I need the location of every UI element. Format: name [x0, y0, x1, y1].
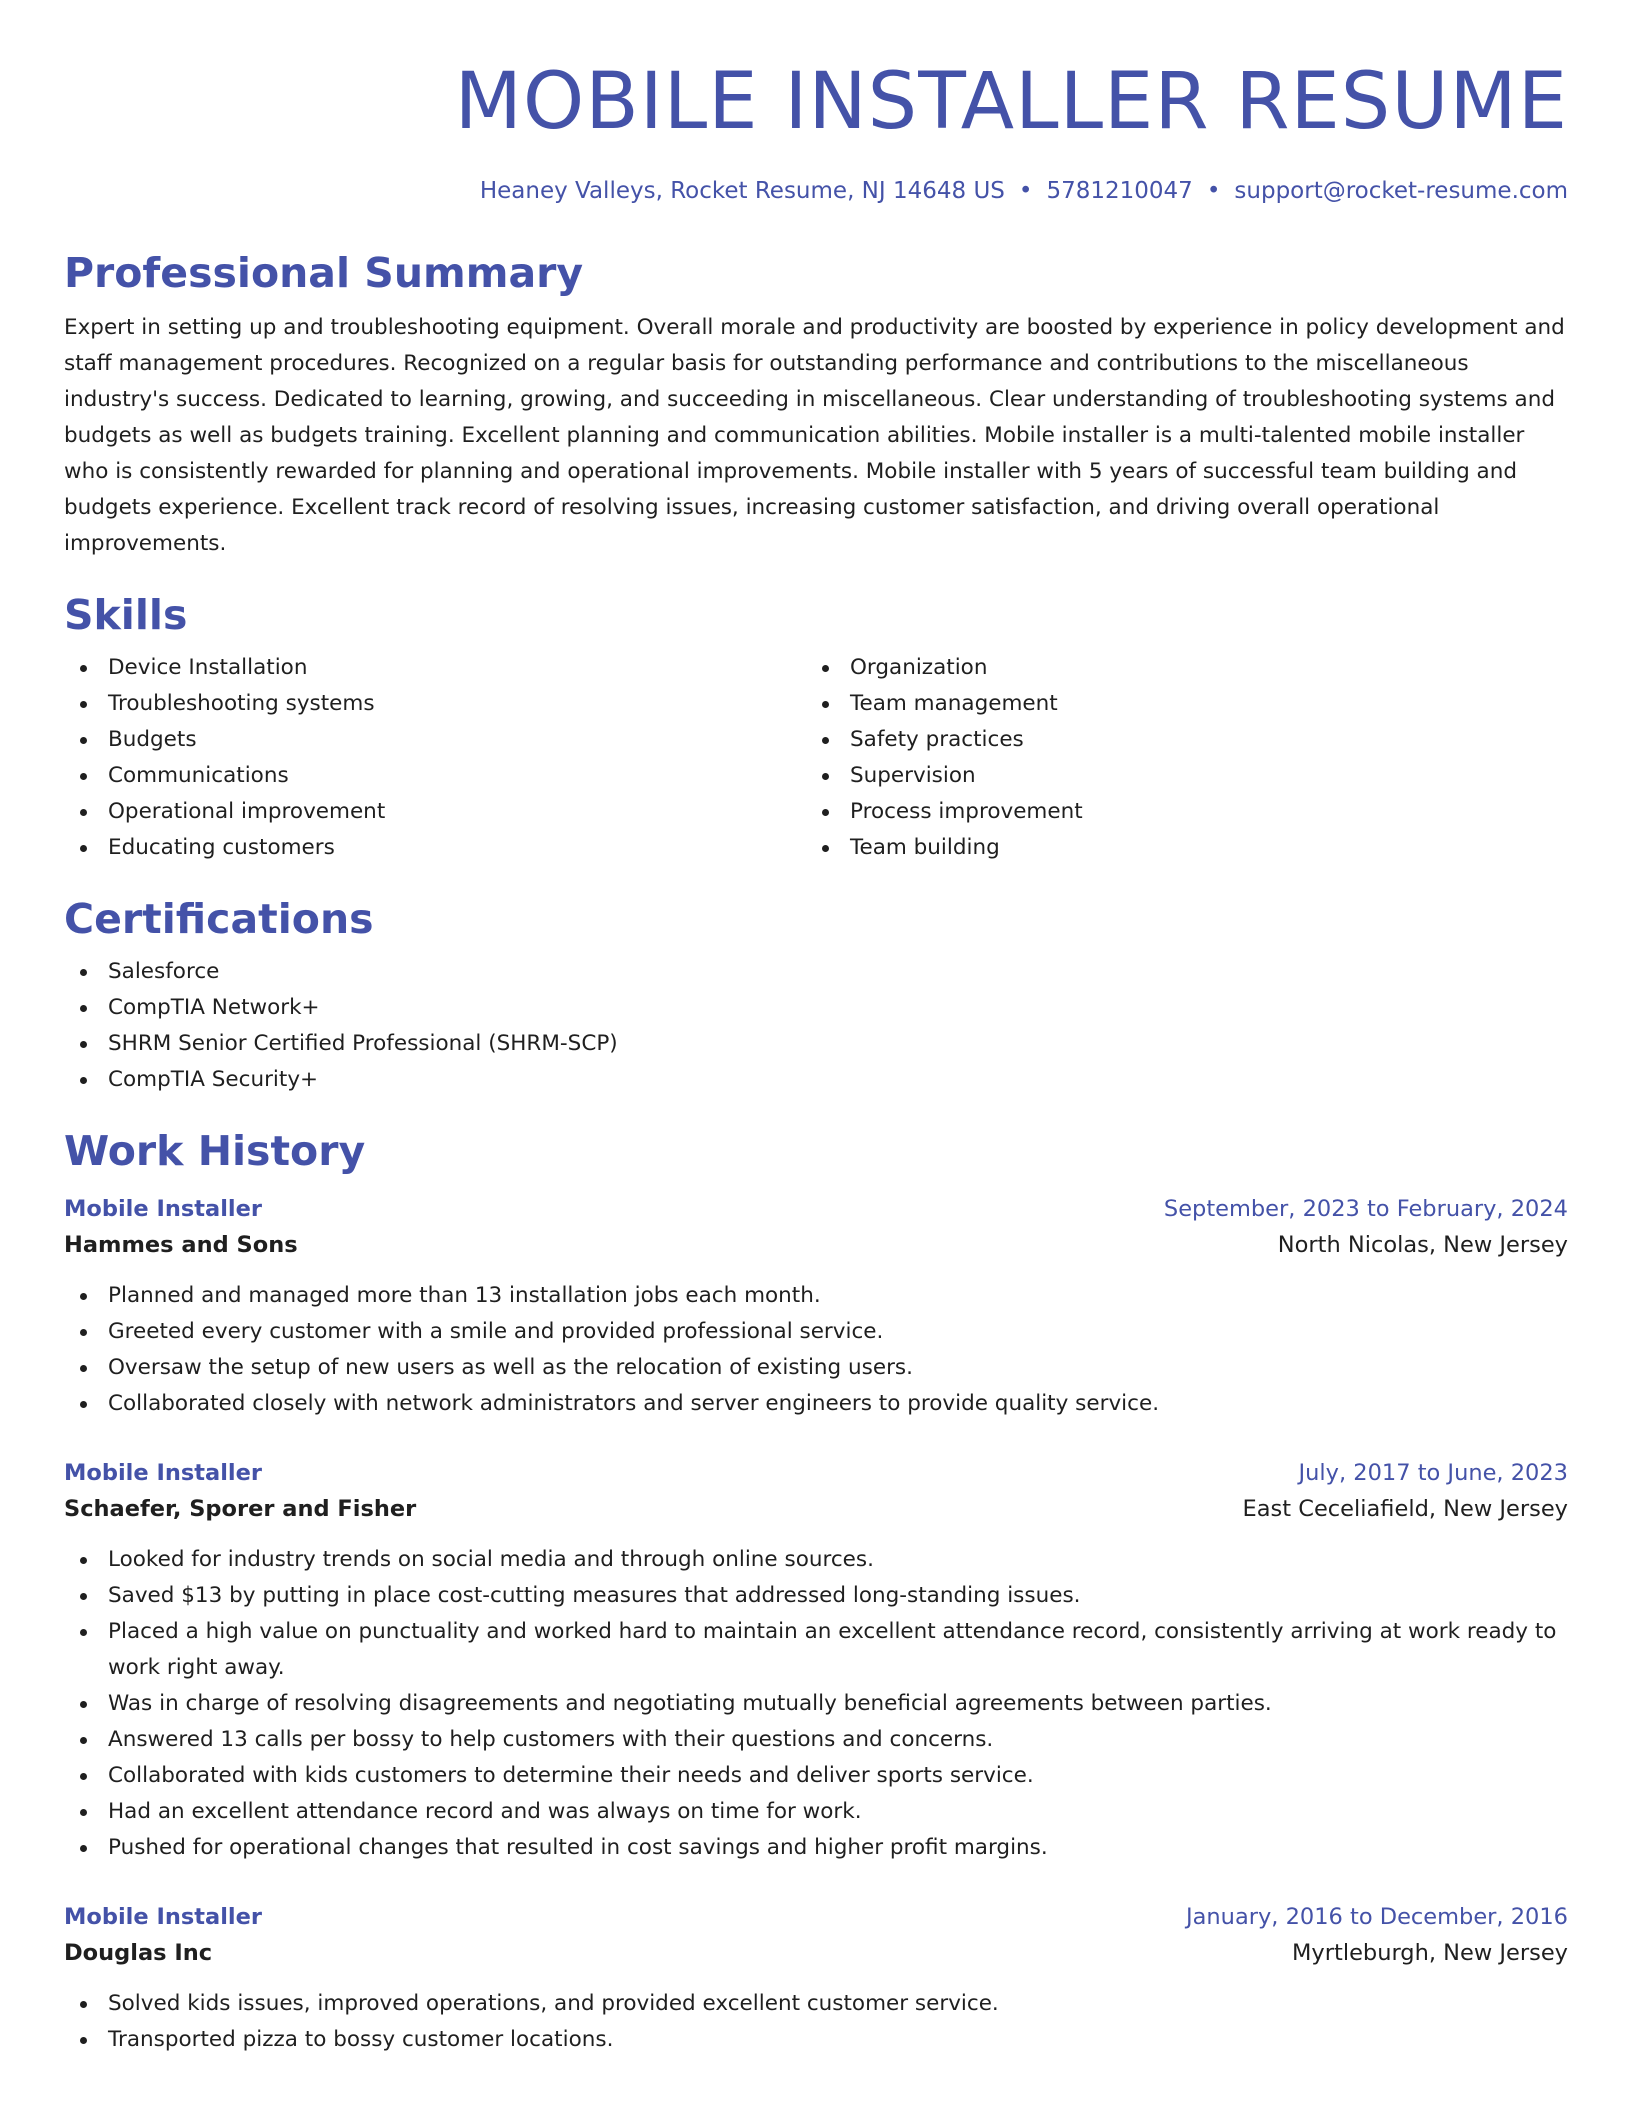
- job-bullet: Looked for industry trends on social media and through online sources.: [64, 1542, 1568, 1578]
- separator-dot: •: [1018, 178, 1033, 204]
- contact-phone: 5781210047: [1046, 178, 1193, 204]
- job-bullet: Oversaw the setup of new users as well as the relocation of existing users.: [64, 1350, 1568, 1386]
- skill-item: Educating customers: [64, 830, 806, 866]
- contact-line: [64, 176, 1568, 206]
- skills-right-list: [806, 650, 1548, 866]
- job-bullet: Collaborated closely with network administrators and server engineers to provide quality service.: [64, 1386, 1568, 1422]
- job-location: Myrtleburgh, New Jersey: [1292, 1940, 1568, 1966]
- certifications-list: [64, 954, 1568, 1098]
- skill-item: Organization: [806, 650, 1548, 686]
- job-entry: [64, 1456, 1568, 1866]
- job-bullet: Saved $13 by putting in place cost-cutting measures that addressed long-standing issues.: [64, 1578, 1568, 1614]
- job-bullet: Planned and managed more than 13 installation jobs each month.: [64, 1278, 1568, 1314]
- job-bullet-list: [64, 1278, 1568, 1422]
- job-entry: [64, 1900, 1568, 2058]
- job-bullet: Pushed for operational changes that resulted in cost savings and higher profit margins.: [64, 1830, 1568, 1866]
- certification-item: CompTIA Network+: [64, 990, 1568, 1026]
- job-dates: January, 2016 to December, 2016: [1186, 1904, 1568, 1930]
- certifications-heading: Certifications: [64, 895, 374, 943]
- certification-item: SHRM Senior Certified Professional (SHRM-SCP): [64, 1026, 1568, 1062]
- job-title-row: [64, 1456, 1568, 1490]
- job-title: Mobile Installer: [64, 1196, 262, 1222]
- resume-page: [64, 0, 1568, 2058]
- job-dates: September, 2023 to February, 2024: [1163, 1196, 1568, 1222]
- job-location: East Ceceliafield, New Jersey: [1242, 1496, 1568, 1522]
- job-bullet: Placed a high value on punctuality and worked hard to maintain an excellent attendance record, consistently arriving at work ready to work right away.: [64, 1614, 1568, 1686]
- skill-item: Team building: [806, 830, 1548, 866]
- separator-dot: •: [1206, 178, 1221, 204]
- skills-heading: Skills: [64, 591, 188, 639]
- skill-item: Device Installation: [64, 650, 806, 686]
- job-dates: July, 2017 to June, 2023: [1298, 1460, 1568, 1486]
- contact-email[interactable]: support@rocket-resume.com: [1234, 178, 1568, 204]
- certification-item: Salesforce: [64, 954, 1568, 990]
- job-company: Douglas Inc: [64, 1940, 213, 1966]
- job-entry: [64, 1192, 1568, 1422]
- summary-heading: Professional Summary: [64, 249, 584, 297]
- skill-item: Communications: [64, 758, 806, 794]
- job-bullet: Had an excellent attendance record and was always on time for work.: [64, 1794, 1568, 1830]
- job-company-row: [64, 1934, 1568, 1972]
- skill-item: Budgets: [64, 722, 806, 758]
- job-title-row: [64, 1900, 1568, 1934]
- skill-item: Process improvement: [806, 794, 1548, 830]
- job-title: Mobile Installer: [64, 1904, 262, 1930]
- job-company-row: [64, 1490, 1568, 1528]
- job-bullet: Collaborated with kids customers to determine their needs and deliver sports service.: [64, 1758, 1568, 1794]
- skill-item: Troubleshooting systems: [64, 686, 806, 722]
- skill-item: Safety practices: [806, 722, 1548, 758]
- work-history-heading: Work History: [64, 1127, 366, 1175]
- job-bullet: Greeted every customer with a smile and provided professional service.: [64, 1314, 1568, 1350]
- job-company: Hammes and Sons: [64, 1232, 298, 1258]
- job-bullet: Transported pizza to bossy customer locations.: [64, 2022, 1568, 2058]
- job-bullet-list: [64, 1986, 1568, 2058]
- job-bullet-list: [64, 1542, 1568, 1866]
- job-title-row: [64, 1192, 1568, 1226]
- certification-item: CompTIA Security+: [64, 1062, 1568, 1098]
- skill-item: Supervision: [806, 758, 1548, 794]
- skill-item: Operational improvement: [64, 794, 806, 830]
- job-bullet: Solved kids issues, improved operations, and provided excellent customer service.: [64, 1986, 1568, 2022]
- job-location: North Nicolas, New Jersey: [1277, 1232, 1568, 1258]
- skills-grid: [64, 650, 1568, 866]
- skill-item: Team management: [806, 686, 1548, 722]
- job-company-row: [64, 1226, 1568, 1264]
- resume-title: MOBILE INSTALLER RESUME: [454, 57, 1568, 147]
- summary-text: Expert in setting up and troubleshooting equipment. Overall morale and productivity are boosted by experience in policy development and staff management procedures. Recognized on a regular basis for outstanding performance and contributions to the miscellaneous industry's success. Dedicated to learning, growing, and succeeding in miscellaneous. Clear understanding of troubleshooting systems and budgets as well as budgets training. Excellent planning and communication abilities. Mobile installer is a multi-talented mobile installer who is consistently rewarded for planning and operational improvements. Mobile installer with 5 years of successful team building and budgets experience. Excellent track record of resolving issues, increasing customer satisfaction, and driving overall operational improvements.: [64, 315, 1565, 556]
- job-bullet: Was in charge of resolving disagreements and negotiating mutually beneficial agreements between parties.: [64, 1686, 1568, 1722]
- job-title: Mobile Installer: [64, 1460, 262, 1486]
- job-company: Schaefer, Sporer and Fisher: [64, 1496, 417, 1522]
- job-bullet: Answered 13 calls per bossy to help customers with their questions and concerns.: [64, 1722, 1568, 1758]
- skills-left-list: [64, 650, 806, 866]
- contact-address: Heaney Valleys, Rocket Resume, NJ 14648 US: [479, 178, 1005, 204]
